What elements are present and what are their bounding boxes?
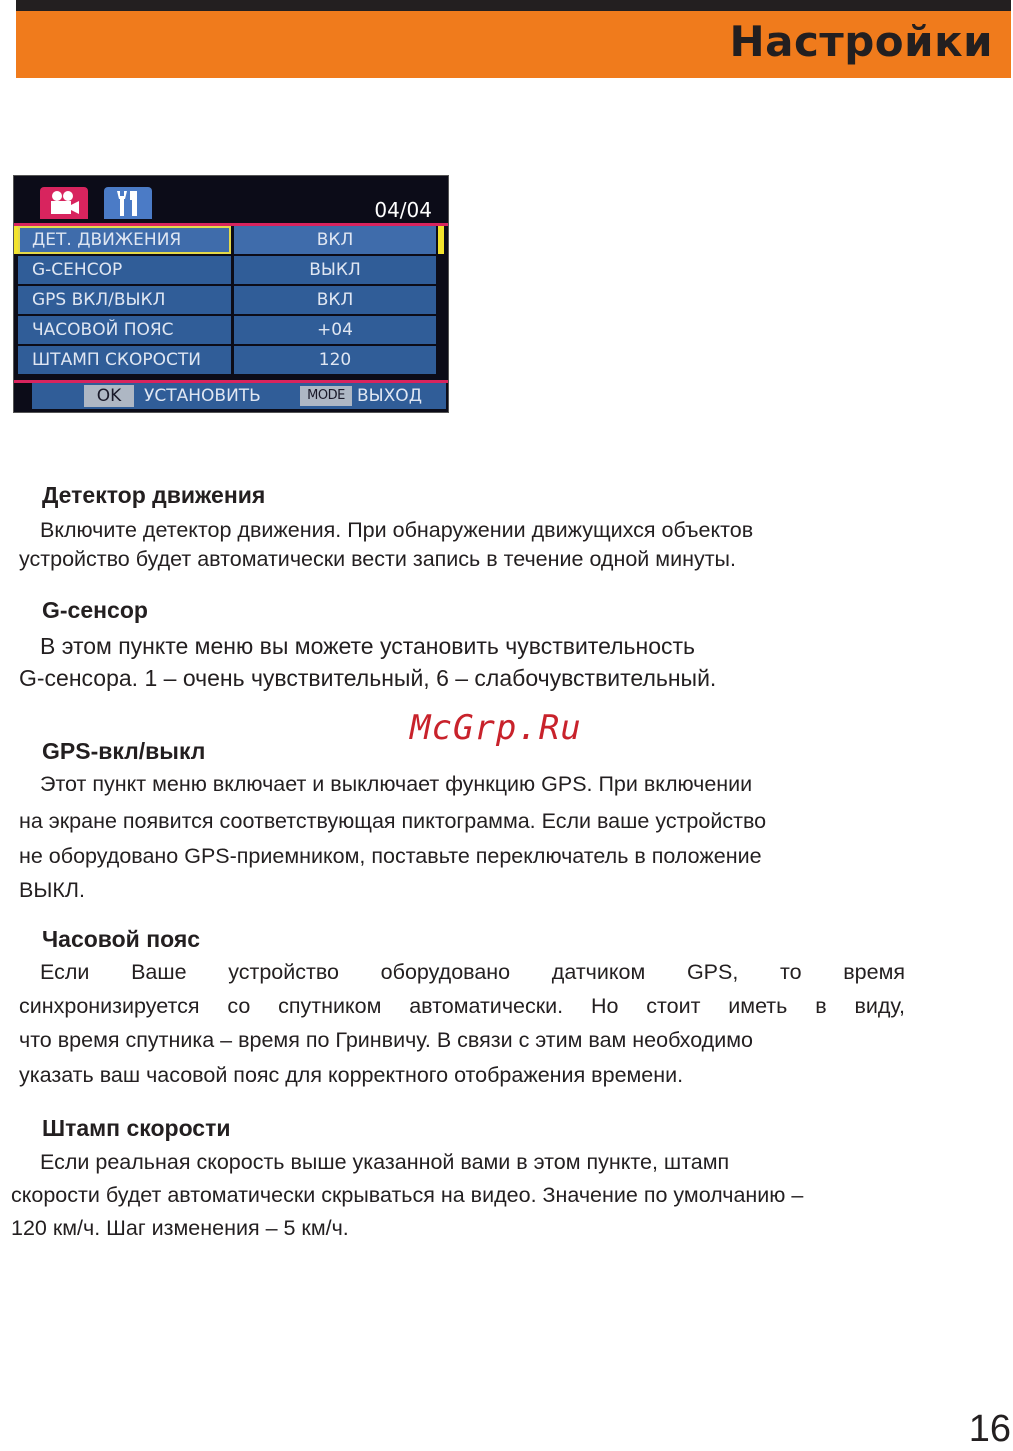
page-number: 16 <box>968 1408 1011 1450</box>
section-title-motion: Детектор движения <box>42 482 266 508</box>
video-camera-icon <box>48 190 80 216</box>
ok-key-label: УСТАНОВИТЬ <box>144 386 261 406</box>
menu-row-label: GPS ВКЛ/ВЫКЛ <box>18 286 231 314</box>
menu-row-gps[interactable] <box>18 286 444 314</box>
page-header <box>16 11 1011 78</box>
paragraph-line: Включите детектор движения. При обнаружении движущихся объектов <box>40 518 754 542</box>
menu-row-value: +04 <box>234 316 436 344</box>
menu-row-label: G-СЕНСОР <box>18 256 231 284</box>
menu-row-value: ВЫКЛ <box>234 256 436 284</box>
screen-footer <box>32 383 446 409</box>
paragraph-line: 120 км/ч. Шаг изменения – 5 км/ч. <box>11 1216 349 1240</box>
tools-icon <box>112 190 144 216</box>
menu-list <box>18 226 444 376</box>
watermark: McGrp.Ru <box>410 708 582 748</box>
section-title-timezone: Часовой пояс <box>42 926 201 952</box>
paragraph-line: В этом пункте меню вы можете установить чувствительность <box>40 633 696 659</box>
setup-tab[interactable] <box>104 187 152 219</box>
menu-row-g-sensor[interactable] <box>18 256 444 284</box>
menu-row-timezone[interactable] <box>18 316 444 344</box>
page-counter: 04/04 <box>374 198 432 222</box>
header-top-bar <box>16 0 1011 11</box>
paragraph-line: синхронизируется со спутником автоматически. Но стоит иметь в виду, <box>19 994 905 1018</box>
paragraph-line: G-сенсора. 1 – очень чувствительный, 6 – слабочувствительный. <box>19 665 717 691</box>
menu-row-speed-stamp[interactable] <box>18 346 444 374</box>
paragraph-line: скорости будет автоматически скрываться на видео. Значение по умолчанию – <box>11 1183 804 1207</box>
menu-row-label: ДЕТ. ДВИЖЕНИЯ <box>18 226 231 254</box>
video-tab[interactable] <box>40 187 88 219</box>
mode-key-label: ВЫХОД <box>357 386 422 406</box>
paragraph-line: указать ваш часовой пояс для корректного отображения времени. <box>19 1063 684 1087</box>
paragraph-line: Если Ваше устройство оборудовано датчиком GPS, то время <box>40 960 905 984</box>
paragraph-line: что время спутника – время по Гринвичу. В связи с этим вам необходимо <box>19 1028 753 1052</box>
ok-key[interactable]: OK <box>84 385 134 407</box>
menu-row-label: ЧАСОВОЙ ПОЯС <box>18 316 231 344</box>
section-title-gsensor: G-сенсор <box>42 597 148 623</box>
menu-row-value: ВКЛ <box>234 226 436 254</box>
page-title: Настройки <box>729 17 993 66</box>
paragraph-line: на экране появится соответствующая пиктограмма. Если ваше устройство <box>19 809 767 833</box>
mode-key[interactable]: MODE <box>300 386 352 406</box>
paragraph-line: не оборудовано GPS-приемником, поставьте переключатель в положение <box>19 844 762 868</box>
menu-row-value: ВКЛ <box>234 286 436 314</box>
device-menu-screenshot <box>14 176 448 412</box>
paragraph-line: ВЫКЛ. <box>19 878 85 902</box>
section-title-gps: GPS-вкл/выкл <box>42 738 206 764</box>
section-title-speed: Штамп скорости <box>42 1115 231 1141</box>
paragraph-line: Если реальная скорость выше указанной вами в этом пункте, штамп <box>40 1150 730 1174</box>
menu-row-value: 120 <box>234 346 436 374</box>
menu-row-motion-detect[interactable] <box>18 226 444 254</box>
menu-row-label: ШТАМП СКОРОСТИ <box>18 346 231 374</box>
paragraph-line: устройство будет автоматически вести запись в течение одной минуты. <box>19 547 736 571</box>
paragraph-line: Этот пункт меню включает и выключает функцию GPS. При включении <box>40 772 753 796</box>
